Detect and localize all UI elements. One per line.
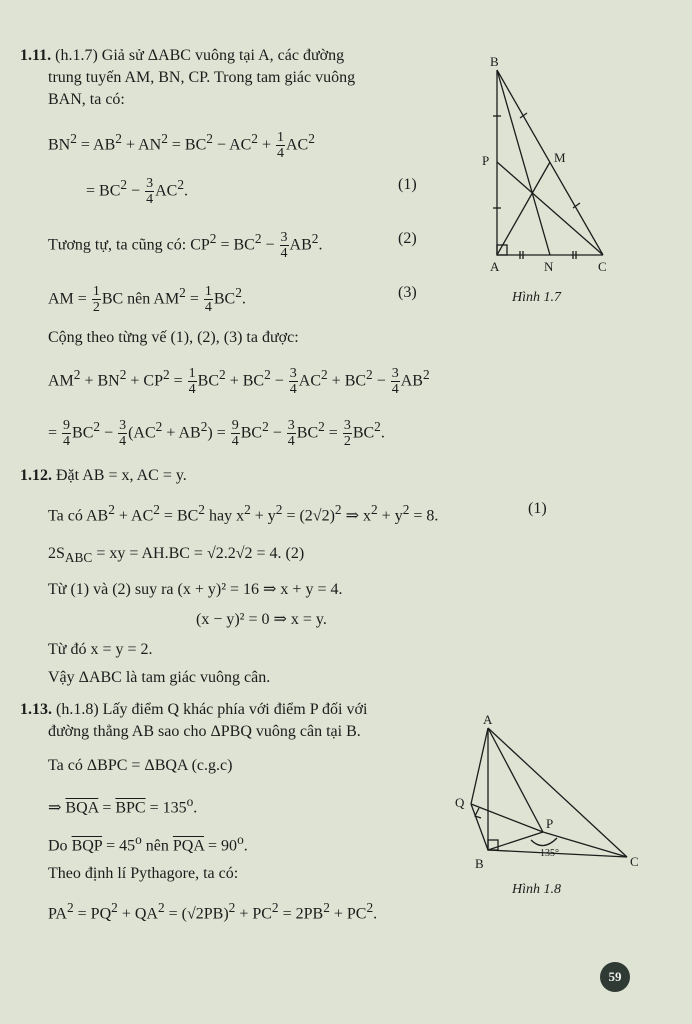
problem-1-12-line4: Từ (1) và (2) suy ra (x + y)² = 16 ⇒ x + y = 4. — [48, 581, 343, 598]
label-p: P — [546, 816, 554, 831]
label-a: A — [483, 712, 493, 727]
problem-1-12-line1: 1.12. Đặt AB = x, AC = y. — [20, 467, 187, 484]
label-c: C — [598, 259, 607, 274]
equation-cp-squared: Tương tự, ta cũng có: $CP^2 = BC^2$ − $\frac{3}{4}$ $AB^2$. — [48, 230, 323, 262]
problem-1-13-line6: Theo định lí Pythagore, ta có: — [48, 865, 239, 882]
figure-1-8-caption: Hình 1.8 — [512, 882, 561, 897]
problem-1-12-eq1: Ta có $AB^2 + AC^2 = BC^2$ hay $x^2 + y^2 = (2√2)^2$ ⇒ $x^2 + y^2 = 8$. — [48, 502, 439, 525]
equation-sum-result: = $\frac{9}{4}$ $BC^2$ − $\frac{3}{4}$ $(AC^2 + AB^2)$ = $\frac{9}{4}$ $BC^2$ − $\frac{3}{4}$ $BC^2$ = $\frac{3}{2}$ $BC^2$. — [48, 418, 385, 450]
figure-1-7 — [470, 50, 630, 300]
sum-sentence: Cộng theo từng vế (1), (2), (3) ta được: — [48, 329, 299, 346]
label-b: B — [475, 856, 484, 871]
segment-qb — [471, 804, 488, 850]
segment-bp — [488, 832, 543, 850]
label-a: A — [490, 259, 500, 274]
problem-1-11-line2: trung tuyến AM, BN, CP. Trong tam giác vuông — [48, 69, 356, 86]
problem-1-13-line7: $PA^2 = PQ^2 + QA^2 = (√2PB)^2 + PC^2 = 2PB^2 + PC^2$. — [48, 900, 378, 923]
problem-1-13-line4: ⇒ $\overline{BQA} = \overline{BPC} = 135^o$. — [48, 794, 198, 817]
label-m: M — [554, 150, 566, 165]
segment-aq — [471, 728, 488, 804]
problem-1-12-line6: Từ đó x = y = 2. — [48, 641, 153, 658]
problem-1-13-line3: Ta có ΔBPC = ΔBQA (c.g.c) — [48, 757, 233, 774]
figure-1-8 — [445, 710, 645, 880]
label-c: C — [630, 854, 639, 869]
label-n: N — [544, 259, 554, 274]
median-am — [497, 162, 550, 255]
equation-sum: $AM^2 + BN^2 + CP^2$ = $\frac{1}{4}$ $BC^2 + BC^2$ − $\frac{3}{4}$ $AC^2 + BC^2$ − $\frac{3}{4}$ $AB^2$ — [48, 366, 430, 398]
equation-am: AM = $\frac{1}{2}$ BC nên $AM^2$ = $\frac{1}{4}$ $BC^2$. — [48, 284, 246, 316]
equation-bn-result: = $BC^2$ − $\frac{3}{4}$ $AC^2$. — [86, 176, 188, 208]
problem-1-13-line2: đường thẳng AB sao cho ΔPBQ vuông cân tại B. — [48, 723, 361, 740]
figure-1-7-caption: Hình 1.7 — [512, 290, 561, 305]
equation-number-3: (3) — [398, 284, 417, 301]
equation-bn-squared: $BN^2 = AB^2 + AN^2 = BC^2 - AC^2$ + $\frac{1}{4}$ $AC^2$ — [48, 130, 315, 162]
median-bn — [497, 70, 550, 255]
page-number: 59 — [600, 962, 630, 992]
right-angle-q — [475, 808, 481, 818]
side-ac — [488, 728, 627, 857]
problem-1-11-line3: BAN, ta có: — [48, 91, 125, 108]
label-angle-135: 135° — [540, 848, 559, 859]
label-p: P — [482, 153, 490, 168]
problem-1-12-line5: (x − y)² = 0 ⇒ x = y. — [196, 611, 327, 628]
label-q: Q — [455, 795, 465, 810]
problem-1-13-line1: 1.13. (h.1.8) Lấy điểm Q khác phía với điểm P đối với — [20, 701, 368, 718]
median-cp — [497, 162, 603, 255]
segment-qp — [471, 804, 543, 832]
problem-1-13-line5: Do $\overline{BQP} = 45^o$ nên $\overline{PQA} = 90^o$. — [48, 832, 248, 855]
equation-number-2: (2) — [398, 230, 417, 247]
equation-number-1: (1) — [398, 176, 417, 193]
problem-1-11-line1: 1.11. (h.1.7) Giả sử ΔABC vuông tại A, các đường — [20, 47, 345, 64]
angle-arc-135 — [531, 838, 557, 846]
problem-1-12-eq2: $2S_{ABC}$ = xy = AH.BC = √2.2√2 = 4. (2) — [48, 545, 305, 566]
label-b: B — [490, 54, 499, 69]
problem-1-12-line7: Vậy ΔABC là tam giác vuông cân. — [48, 669, 271, 686]
equation-number-12-1: (1) — [528, 500, 547, 517]
segment-ap — [488, 728, 543, 832]
